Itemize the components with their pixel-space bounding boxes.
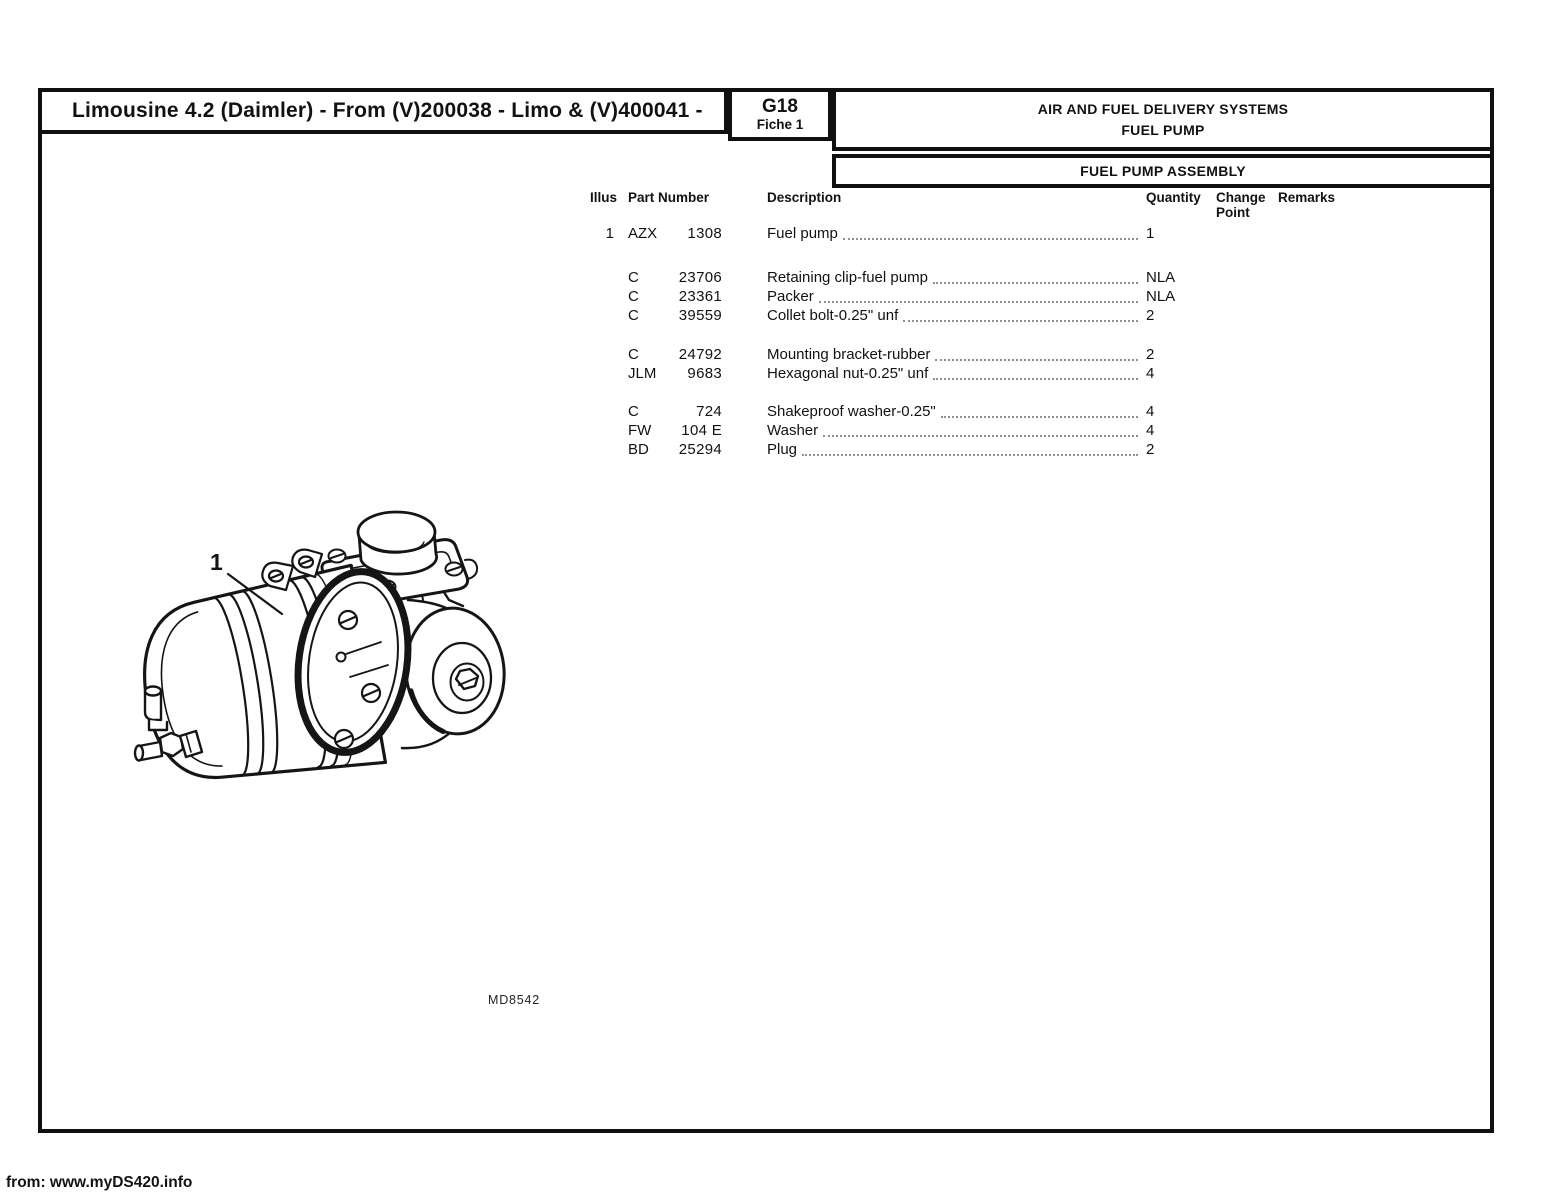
parts-table-header [590,190,1350,220]
part-number-cell: 39559 [678,307,722,324]
table-row [590,306,1350,325]
quantity-cell: NLA [1146,288,1176,305]
parts-group [590,345,1350,383]
header-description: Description [767,190,842,205]
dotted-leader [903,307,1138,322]
table-row [590,402,1350,421]
source-attribution: from: www.myDS420.info [6,1174,193,1191]
table-row [590,421,1350,440]
header-illus: Illus [590,190,618,205]
quantity-cell: 2 [1146,346,1155,363]
description-cell: Collet bolt-0.25" unf [767,307,899,324]
fiche-reference-box [728,88,832,141]
header-remarks: Remarks [1278,190,1336,205]
table-row [590,224,1350,243]
parts-group [590,402,1350,459]
part-prefix-cell: BD [628,441,649,458]
dotted-leader [843,225,1138,240]
subsystem-name: FUEL PUMP [1121,122,1205,138]
part-number-cell: 24792 [678,346,722,363]
dotted-leader [933,365,1138,380]
part-number-cell: 724 [696,403,722,420]
quantity-cell: 4 [1146,422,1155,439]
header-part-number: Part Number [628,190,710,205]
parts-table-body [590,224,1350,459]
description-cell: Retaining clip-fuel pump [767,269,928,286]
dotted-leader [802,441,1138,456]
dotted-leader [823,422,1138,437]
system-header-box [832,88,1494,151]
part-prefix-cell: FW [628,422,652,439]
description-cell: Plug [767,441,798,458]
header-quantity: Quantity [1146,190,1201,205]
part-number-cell: 23706 [678,269,722,286]
part-prefix-cell: C [628,269,639,286]
part-prefix-cell: C [628,346,639,363]
fuel-pump-line-drawing [110,490,550,820]
part-number-cell: 1308 [687,225,722,242]
parts-group [590,268,1350,325]
quantity-cell: 2 [1146,441,1155,458]
part-prefix-cell: JLM [628,365,657,382]
parts-group [590,224,1350,243]
fuel-pump-illustration [110,490,550,820]
fiche-code: G18 [762,96,798,117]
description-cell: Washer [767,422,819,439]
description-cell: Fuel pump [767,225,838,242]
table-row [590,287,1350,306]
description-cell: Mounting bracket-rubber [767,346,931,363]
dotted-leader [941,403,1138,418]
table-row [590,268,1350,287]
quantity-cell: NLA [1146,269,1176,286]
table-row [590,440,1350,459]
fiche-label: Fiche 1 [756,117,804,132]
part-number-cell: 23361 [678,288,722,305]
table-row [590,364,1350,383]
part-prefix-cell: C [628,403,639,420]
part-number-cell: 9683 [687,365,722,382]
dotted-leader [933,269,1138,284]
parts-table [590,190,1350,459]
drawing-reference-code: MD8542 [488,993,541,1007]
vent-hole [337,653,346,662]
dotted-leader [935,346,1138,361]
dome-cap-top [358,512,435,552]
description-cell: Packer [767,288,814,305]
header-change-point: Change Point [1216,190,1266,220]
description-cell: Shakeproof washer-0.25" [767,403,936,420]
system-name: AIR AND FUEL DELIVERY SYSTEMS [1037,101,1289,117]
part-prefix-cell: AZX [628,225,658,242]
part-prefix-cell: C [628,307,639,324]
quantity-cell: 4 [1146,365,1155,382]
quantity-cell: 1 [1146,225,1155,242]
part-prefix-cell: C [628,288,639,305]
quantity-cell: 2 [1146,307,1155,324]
illus-cell: 1 [605,225,614,242]
part-number-cell: 25294 [678,441,722,458]
part-number-cell: 104 E [681,422,722,439]
model-title: Limousine 4.2 (Daimler) - From (V)200038 - Limo & (V)400041 - [72,99,703,122]
dotted-leader [819,288,1138,303]
lower-housing-disc [400,603,511,739]
quantity-cell: 4 [1146,403,1155,420]
assembly-name: FUEL PUMP ASSEMBLY [1080,163,1246,179]
callout-1-label: 1 [210,549,223,575]
model-title-box [38,88,728,134]
description-cell: Hexagonal nut-0.25" unf [767,365,929,382]
table-row [590,345,1350,364]
assembly-header-box [832,154,1494,188]
